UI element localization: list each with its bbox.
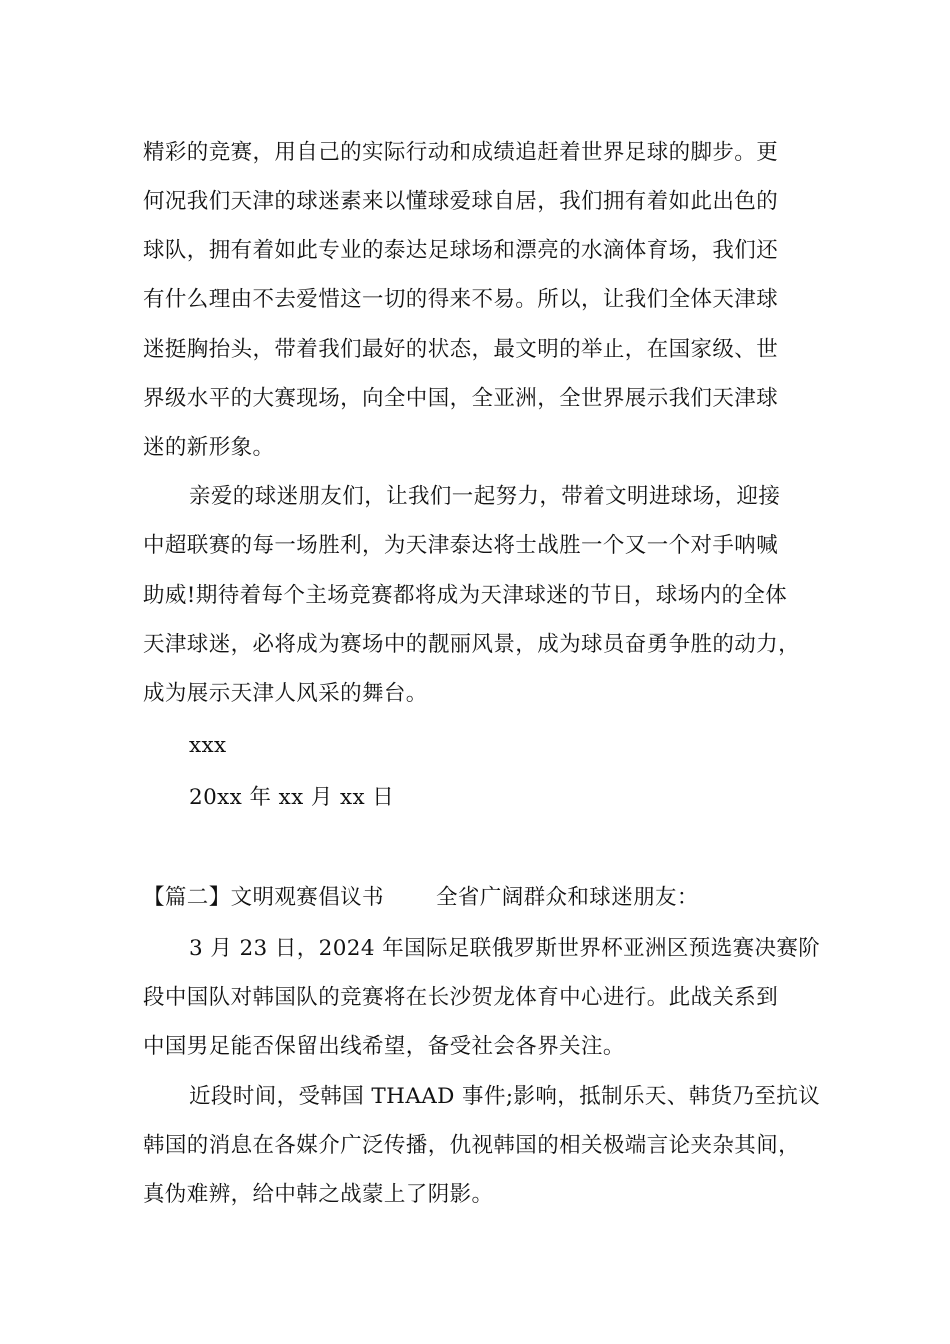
- paragraph-3-line-1: 3 月 23 日，2024 年国际足联俄罗斯世界杯亚洲区预选赛决赛阶: [189, 936, 821, 961]
- section-title: 【篇二】文明观赛倡议书: [143, 885, 384, 910]
- paragraph-1-line-1: 精彩的竞赛，用自己的实际行动和成绩追赶着世界足球的脚步。更: [143, 140, 779, 165]
- paragraph-4-line-1: 近段时间，受韩国 THAAD 事件;影响，抵制乐天、韩货乃至抗议: [189, 1084, 821, 1109]
- paragraph-1-line-3: 球队，拥有着如此专业的泰达足球场和漂亮的水滴体育场，我们还: [143, 238, 779, 263]
- paragraph-3-line-2: 段中国队对韩国队的竞赛将在长沙贺龙体育中心进行。此战关系到: [143, 985, 779, 1010]
- paragraph-1-line-2: 何况我们天津的球迷素来以懂球爱球自居，我们拥有着如此出色的: [143, 189, 779, 214]
- paragraph-4-line-2: 韩国的消息在各媒介广泛传播，仇视韩国的相关极端言论夹杂其间，: [143, 1133, 801, 1158]
- section-addressee: 全省广阔群众和球迷朋友：: [436, 885, 699, 910]
- paragraph-2-line-3: 助威!期待着每个主场竞赛都将成为天津球迷的节日，球场内的全体: [143, 583, 788, 608]
- signature-name: xxx: [189, 733, 227, 758]
- paragraph-2-line-1: 亲爱的球迷朋友们，让我们一起努力，带着文明进球场，迎接: [189, 484, 781, 509]
- signature-date: 20xx 年 xx 月 xx 日: [189, 785, 395, 810]
- paragraph-1-line-4: 有什么理由不去爱惜这一切的得来不易。所以，让我们全体天津球: [143, 287, 779, 312]
- paragraph-1-line-5: 迷挺胸抬头，带着我们最好的状态，最文明的举止，在国家级、世: [143, 337, 779, 362]
- paragraph-2-line-4: 天津球迷，必将成为赛场中的靓丽风景，成为球员奋勇争胜的动力，: [143, 632, 801, 657]
- paragraph-1-line-7: 迷的新形象。: [143, 435, 275, 460]
- paragraph-2-line-5: 成为展示天津人风采的舞台。: [143, 681, 428, 706]
- paragraph-4-line-3: 真伪难辨，给中韩之战蒙上了阴影。: [143, 1182, 494, 1207]
- paragraph-2-line-2: 中超联赛的每一场胜利，为天津泰达将士战胜一个又一个对手呐喊: [143, 533, 779, 558]
- paragraph-3-line-3: 中国男足能否保留出线希望，备受社会各界关注。: [143, 1034, 625, 1059]
- paragraph-1-line-6: 界级水平的大赛现场，向全中国，全亚洲，全世界展示我们天津球: [143, 386, 779, 411]
